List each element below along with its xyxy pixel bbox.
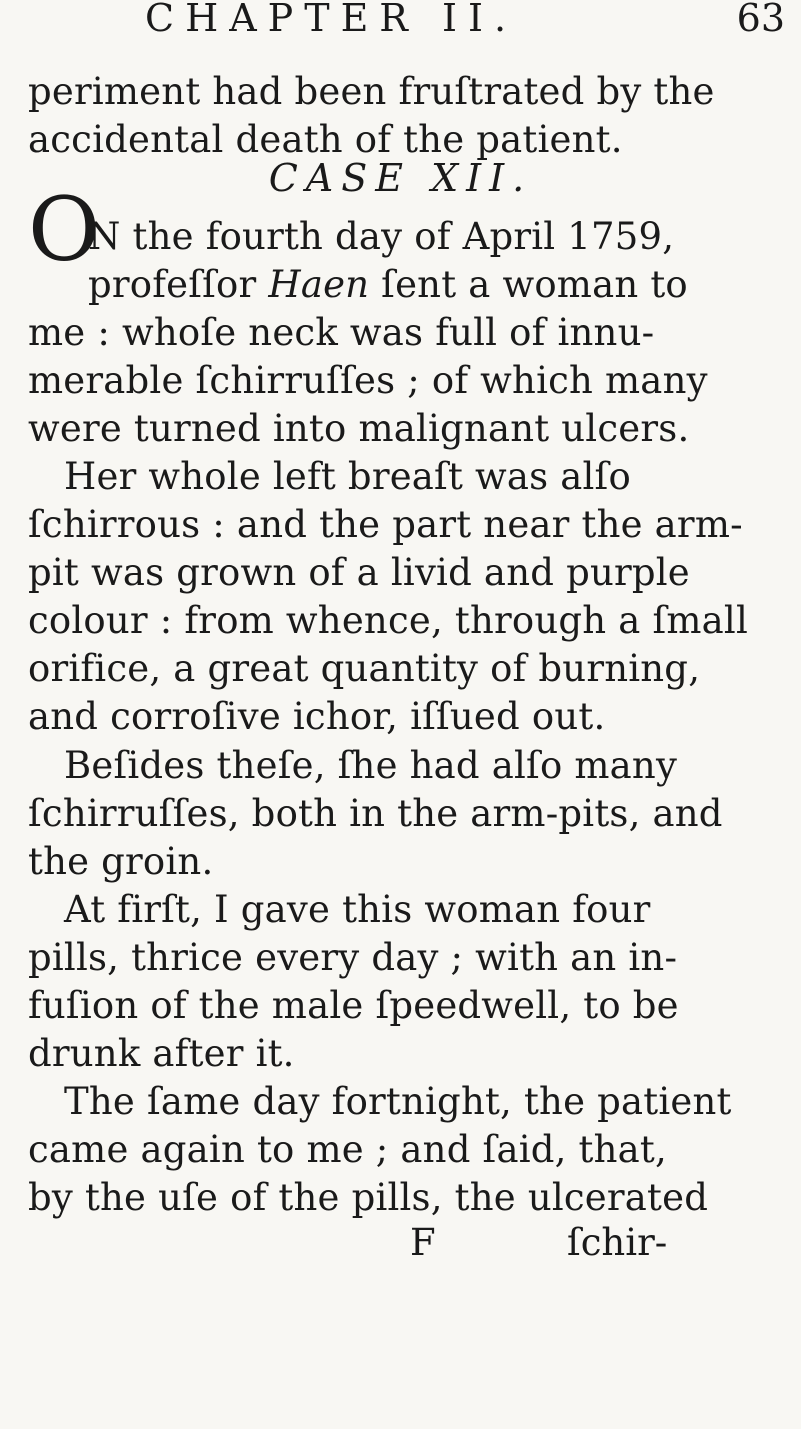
text-line: The ſame day fortnight, the patient bbox=[64, 1080, 732, 1123]
text-line: At firſt, I gave this woman four bbox=[64, 888, 651, 931]
running-header bbox=[145, 0, 785, 40]
text-line: ſchirruſſes, both in the arm-pits, and bbox=[28, 792, 723, 835]
running-title: CHAPTER II. bbox=[145, 0, 518, 40]
text-line: pills, thrice every day ; with an in- bbox=[28, 936, 678, 979]
text-line: accidental death of the patient. bbox=[28, 118, 623, 161]
text-line: the groin. bbox=[28, 840, 214, 883]
text-line: periment had been fruſtrated by the bbox=[28, 70, 715, 113]
text-line bbox=[88, 261, 688, 309]
text-line: Beſides theſe, ſhe had alſo many bbox=[64, 744, 678, 787]
case-heading: CASE XII. bbox=[268, 156, 533, 200]
text-line: by the uſe of the pills, the ulcerated bbox=[28, 1176, 709, 1219]
text-line: Her whole left breaſt was alſo bbox=[64, 455, 631, 498]
text-line: came again to me ; and ſaid, that, bbox=[28, 1128, 667, 1171]
person-name: Haen bbox=[268, 263, 370, 306]
text-fragment: ſent a woman to bbox=[369, 263, 688, 306]
text-line: and corroſive ichor, iſſued out. bbox=[28, 695, 606, 738]
text-line: colour : from whence, through a ſmall bbox=[28, 599, 748, 642]
text-line: me : whoſe neck was full of innu- bbox=[28, 311, 655, 354]
page-number: 63 bbox=[736, 0, 785, 40]
catchword: ſchir- bbox=[567, 1221, 668, 1264]
text-fragment: profeſſor bbox=[88, 263, 269, 306]
text-line: pit was grown of a livid and purple bbox=[28, 551, 690, 594]
drop-cap: O bbox=[28, 178, 101, 281]
text-line: orifice, a great quantity of burning, bbox=[28, 647, 701, 690]
text-line: N the fourth day of April 1759, bbox=[88, 215, 675, 258]
text-line: merable ſchirruſſes ; of which many bbox=[28, 359, 708, 402]
text-line: fuſion of the male ſpeedwell, to be bbox=[28, 984, 679, 1027]
text-line: drunk after it. bbox=[28, 1032, 295, 1075]
signature-mark: F bbox=[410, 1221, 436, 1264]
text-line: ſchirrous : and the part near the arm- bbox=[28, 503, 743, 546]
text-line: were turned into malignant ulcers. bbox=[28, 407, 690, 450]
